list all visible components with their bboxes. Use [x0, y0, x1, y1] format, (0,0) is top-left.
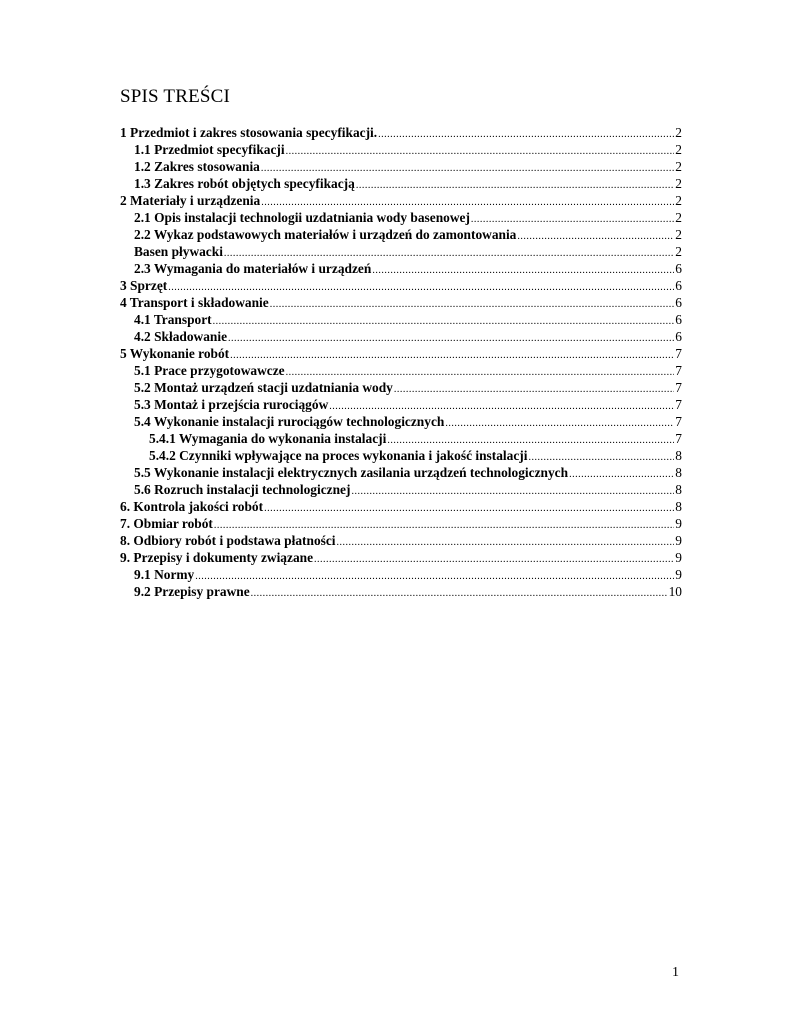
toc-entry-page: 2	[675, 227, 682, 242]
toc-entry-title: 5.2 Montaż urządzeń stacji uzdatniania wody	[134, 380, 393, 395]
toc-leader-dots	[228, 330, 674, 347]
toc-entry-title: 5 Wykonanie robót	[120, 346, 230, 361]
toc-entry-page: 10	[668, 584, 682, 599]
toc-entry-1-3[interactable]	[120, 175, 682, 192]
toc-entry-2[interactable]	[120, 192, 682, 209]
toc-entry-title: 5.5 Wykonanie instalacji elektrycznych zasilania urządzeń technologicznych	[134, 465, 569, 480]
toc-entry-title: 1 Przedmiot i zakres stosowania specyfikacji.	[120, 125, 378, 140]
toc-entry-page: 2	[675, 125, 682, 140]
toc-entry-4[interactable]	[120, 294, 682, 311]
toc-leader-dots	[270, 296, 675, 313]
toc-entry-2-3[interactable]	[120, 260, 682, 277]
toc-entry-9[interactable]	[120, 549, 682, 566]
toc-entry-5-4[interactable]	[120, 413, 682, 430]
toc-entry-2-2[interactable]	[120, 226, 682, 243]
toc-entry-5-3[interactable]	[120, 396, 682, 413]
toc-entry-1-2[interactable]	[120, 158, 682, 175]
toc-entry-title: 2 Materiały i urządzenia	[120, 193, 261, 208]
table-of-contents	[120, 124, 682, 600]
toc-entry-page: 6	[675, 278, 682, 293]
toc-entry-title: 1.1 Przedmiot specyfikacji	[134, 142, 285, 157]
toc-entry-title: 6. Kontrola jakości robót	[120, 499, 264, 514]
toc-entry-page: 9	[675, 550, 682, 565]
toc-entry-5[interactable]	[120, 345, 682, 362]
toc-leader-dots	[337, 534, 675, 551]
toc-entry-page: 8	[675, 499, 682, 514]
toc-entry-page: 2	[675, 142, 682, 157]
toc-entry-page: 2	[675, 193, 682, 208]
toc-entry-title: 5.1 Prace przygotowawcze	[134, 363, 285, 378]
toc-entry-4-1[interactable]	[120, 311, 682, 328]
toc-leader-dots	[569, 466, 674, 483]
toc-entry-title: Basen pływacki	[134, 244, 223, 259]
toc-entry-title: 4 Transport i składowanie	[120, 295, 269, 310]
toc-entry-2-1[interactable]	[120, 209, 682, 226]
toc-leader-dots	[286, 143, 675, 160]
toc-entry-page: 8	[675, 448, 682, 463]
toc-entry-page: 7	[675, 414, 682, 429]
toc-entry-page: 8	[675, 465, 682, 480]
toc-entry-title: 5.3 Montaż i przejścia rurociągów	[134, 397, 329, 412]
toc-leader-dots	[445, 415, 674, 432]
toc-leader-dots	[351, 483, 674, 500]
toc-entry-page: 9	[675, 516, 682, 531]
toc-entry-title: 3 Sprzęt	[120, 278, 168, 293]
toc-entry-page: 2	[675, 159, 682, 174]
toc-entry-8[interactable]	[120, 532, 682, 549]
toc-entry-1[interactable]	[120, 124, 682, 141]
toc-entry-title: 2.3 Wymagania do materiałów i urządzeń	[134, 261, 372, 276]
toc-entry-page: 6	[675, 295, 682, 310]
toc-entry-title: 7. Obmiar robót	[120, 516, 213, 531]
toc-entry-9-2[interactable]	[120, 583, 682, 600]
toc-entry-5-2[interactable]	[120, 379, 682, 396]
toc-entry-title: 1.3 Zakres robót objętych specyfikacją	[134, 176, 355, 191]
toc-leader-dots	[517, 228, 674, 245]
toc-entry-title: 5.4 Wykonanie instalacji rurociągów technologicznych	[134, 414, 445, 429]
toc-entry-page: 2	[675, 176, 682, 191]
toc-entry-page: 6	[675, 312, 682, 327]
toc-entry-title: 4.2 Składowanie	[134, 329, 228, 344]
toc-leader-dots	[356, 177, 674, 194]
toc-leader-dots	[230, 347, 674, 364]
toc-entry-title: 2.2 Wykaz podstawowych materiałów i urządzeń do zamontowania	[134, 227, 517, 242]
toc-entry-5-5[interactable]	[120, 464, 682, 481]
toc-entry-5-4-2[interactable]	[120, 447, 682, 464]
toc-entry-page: 6	[675, 261, 682, 276]
toc-entry-5-4-1[interactable]	[120, 430, 682, 447]
toc-leader-dots	[213, 313, 675, 330]
toc-entry-title: 9.2 Przepisy prawne	[134, 584, 250, 599]
toc-entry-basen[interactable]	[120, 243, 682, 260]
toc-leader-dots	[251, 585, 668, 602]
toc-entry-4-2[interactable]	[120, 328, 682, 345]
toc-entry-title: 5.6 Rozruch instalacji technologicznej	[134, 482, 351, 497]
toc-leader-dots	[378, 126, 674, 143]
toc-entry-title: 5.4.2 Czynniki wpływające na proces wykonania i jakość instalacji	[149, 448, 528, 463]
toc-leader-dots	[195, 568, 674, 585]
toc-entry-1-1[interactable]	[120, 141, 682, 158]
toc-entry-page: 7	[675, 431, 682, 446]
toc-entry-page: 7	[675, 346, 682, 361]
toc-leader-dots	[372, 262, 674, 279]
toc-entry-5-6[interactable]	[120, 481, 682, 498]
toc-entry-9-1[interactable]	[120, 566, 682, 583]
toc-leader-dots	[314, 551, 674, 568]
toc-entry-page: 9	[675, 533, 682, 548]
toc-entry-page: 8	[675, 482, 682, 497]
toc-entry-title: 9.1 Normy	[134, 567, 195, 582]
toc-entry-title: 1.2 Zakres stosowania	[134, 159, 260, 174]
toc-entry-page: 2	[675, 210, 682, 225]
toc-leader-dots	[394, 381, 674, 398]
toc-entry-page: 2	[675, 244, 682, 259]
toc-entry-title: 8. Odbiory robót i podstawa płatności	[120, 533, 336, 548]
toc-entry-page: 6	[675, 329, 682, 344]
toc-entry-page: 7	[675, 363, 682, 378]
toc-leader-dots	[264, 500, 674, 517]
toc-entry-title: 4.1 Transport	[134, 312, 212, 327]
toc-entry-page: 9	[675, 567, 682, 582]
toc-entry-7[interactable]	[120, 515, 682, 532]
toc-entry-title: 5.4.1 Wymagania do wykonania instalacji	[149, 431, 387, 446]
toc-entry-title: 2.1 Opis instalacji technologii uzdatniania wody basenowej	[134, 210, 470, 225]
toc-entry-page: 7	[675, 380, 682, 395]
toc-entry-6[interactable]	[120, 498, 682, 515]
page-number: 1	[672, 965, 679, 980]
toc-entry-page: 7	[675, 397, 682, 412]
toc-entry-title: 9. Przepisy i dokumenty związane	[120, 550, 314, 565]
toc-entry-3[interactable]	[120, 277, 682, 294]
toc-heading: SPIS TREŚCI	[120, 86, 231, 107]
toc-entry-5-1[interactable]	[120, 362, 682, 379]
